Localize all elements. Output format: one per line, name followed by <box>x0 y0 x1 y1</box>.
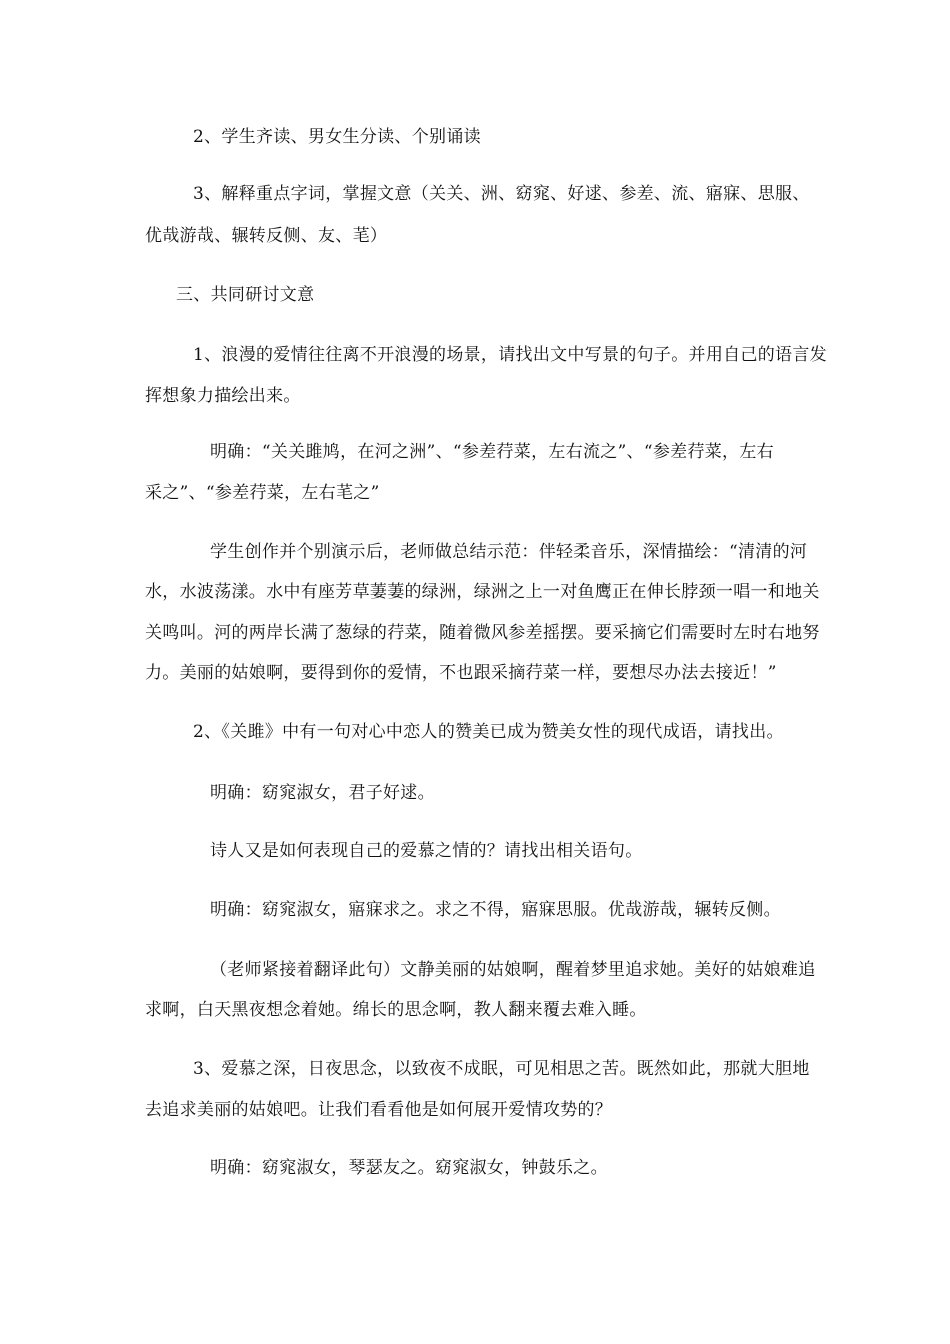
text-line: 挥想象力描绘出来。 <box>145 386 301 406</box>
section-heading: 三、共同研讨文意 <box>176 285 315 305</box>
text-line: 1、浪漫的爱情往往离不开浪漫的场景，请找出文中写景的句子。并用自己的语言发 <box>193 345 827 365</box>
text-line: 学生创作并个别演示后，老师做总结示范：伴轻柔音乐，深情描绘：“清清的河 <box>210 542 808 562</box>
text-line: 诗人又是如何表现自己的爱慕之情的？请找出相关语句。 <box>210 841 643 861</box>
text-line: 明确：窈窕淑女，君子好逑。 <box>210 783 435 803</box>
text-line: 水，水波荡漾。水中有座芳草萋萋的绿洲，绿洲之上一对鱼鹰正在伸长脖颈一唱一和地关 <box>145 582 820 602</box>
text-line: 3、解释重点字词，掌握文意（关关、洲、窈窕、好逑、参差、流、寤寐、思服、 <box>193 184 810 204</box>
text-line: 优哉游哉、辗转反侧、友、芼） <box>145 226 388 246</box>
text-line: 2、《关雎》中有一句对心中恋人的赞美已成为赞美女性的现代成语，请找出。 <box>193 722 784 742</box>
text-line: 力。美丽的姑娘啊，要得到你的爱情，不也跟采摘荇菜一样，要想尽办法去接近！” <box>145 663 777 683</box>
text-line: 明确：“关关雎鸠，在河之洲”、“参差荇菜，左右流之”、“参差荇菜，左右 <box>210 442 774 462</box>
text-line: 去追求美丽的姑娘吧。让我们看看他是如何展开爱情攻势的？ <box>145 1100 613 1120</box>
text-line: 明确：窈窕淑女，琴瑟友之。窈窕淑女，钟鼓乐之。 <box>210 1158 608 1178</box>
text-line: 3、爱慕之深，日夜思念，以致夜不成眠，可见相思之苦。既然如此，那就大胆地 <box>193 1059 810 1079</box>
text-line: 2、学生齐读、男女生分读、个别诵读 <box>193 127 481 147</box>
text-line: 采之”、“参差荇菜，左右芼之” <box>145 483 380 503</box>
text-line: （老师紧接着翻译此句）文静美丽的姑娘啊，醒着梦里追求她。美好的姑娘难追 <box>210 960 816 980</box>
text-line: 求啊，白天黑夜想念着她。绵长的思念啊，教人翻来覆去难入睡。 <box>145 1000 647 1020</box>
text-line: 明确：窈窕淑女，寤寐求之。求之不得，寤寐思服。优哉游哉，辗转反侧。 <box>210 900 781 920</box>
text-line: 关鸣叫。河的两岸长满了葱绿的荇菜，随着微风参差摇摆。要采摘它们需要时左时右地努 <box>145 623 820 643</box>
